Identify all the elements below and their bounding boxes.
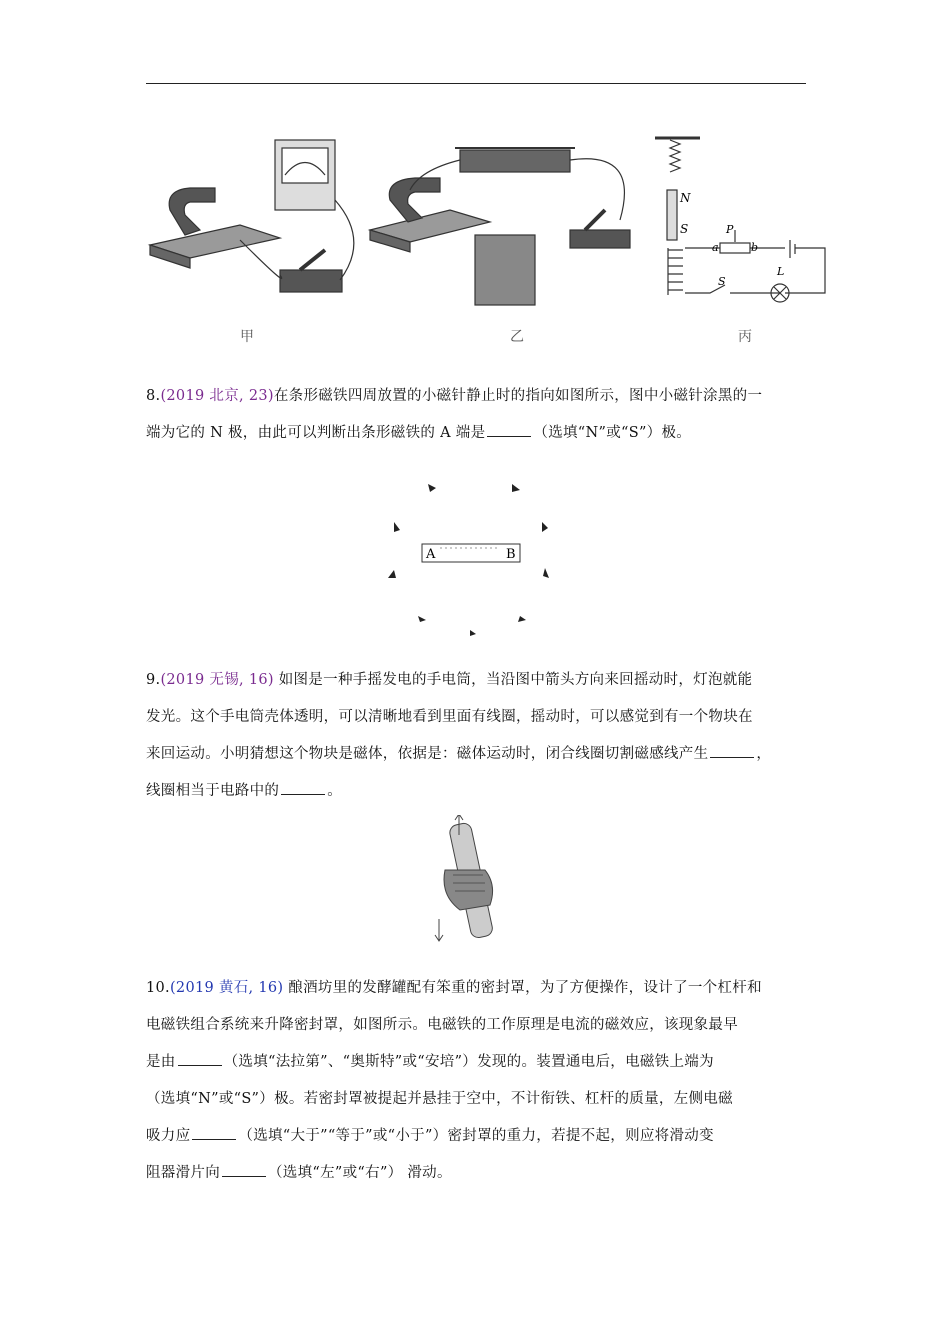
q8-number: 8. (146, 388, 161, 404)
q10-line5a: 吸力应 (146, 1128, 191, 1144)
q9-line1: 如图是一种手摇发电的手电筒，当沿图中箭头方向来回摇动时，灯泡就能 (273, 672, 753, 688)
label-b: b (751, 241, 759, 254)
question-8 (146, 378, 816, 452)
q9-line2: 发光。这个手电筒壳体透明，可以清晰地看到里面有线圈，摇动时，可以感觉到有一个物块在 (146, 709, 753, 725)
q8-line2a: 端为它的 N 极，由此可以判断出条形磁铁的 A 端是 (146, 425, 486, 441)
q10-number: 10. (146, 980, 170, 996)
magnet-label-a: A (426, 547, 436, 562)
q9-blank-2[interactable] (281, 780, 325, 796)
q10-line5b: （选填“大于”“等于”或“小于”）密封罩的重力，若提不起，则应将滑动变 (238, 1128, 714, 1144)
setup-bing (655, 138, 825, 302)
question-10 (146, 970, 816, 1192)
q8-source: (2019 北京, 23) (160, 388, 274, 404)
label-s: S (680, 222, 689, 236)
q10-source: (2019 黄石, 16) (169, 980, 284, 996)
label-switch-s: S (718, 275, 726, 288)
q8-line1: 在条形磁铁四周放置的小磁针静止时的指向如图所示，图中小磁针涂黑的一 (273, 388, 763, 404)
q10-blank-2[interactable] (192, 1125, 236, 1141)
label-p: P (726, 223, 734, 236)
q9-blank-1[interactable] (710, 743, 754, 759)
q9-line4b: 。 (327, 783, 343, 799)
q9-number: 9. (146, 672, 161, 688)
q10-blank-1[interactable] (178, 1051, 222, 1067)
q10-line2: 电磁铁组合系统来升降密封罩，如图所示。电磁铁的工作原理是电流的磁效应，该现象最早 (146, 1017, 738, 1033)
q9-line3b: ， (756, 746, 772, 762)
label-n: N (680, 191, 691, 205)
question-9 (146, 662, 816, 810)
header-rule (146, 83, 806, 84)
caption-yi: 乙 (510, 329, 524, 345)
q8-line2b: （选填“N”或“S”）极。 (533, 425, 692, 441)
compass-figure (380, 470, 560, 640)
setup-yi (370, 148, 630, 305)
caption-jia: 甲 (240, 329, 254, 345)
q10-line4: （选填“N”或“S”）极。若密封罩被提起并悬挂于空中，不计衔铁、杠杆的质量，左侧电磁 (146, 1091, 733, 1107)
label-l: L (777, 265, 785, 278)
label-a: a (712, 241, 719, 254)
q10-line6a: 阻器滑片向 (146, 1165, 220, 1181)
q9-line4a: 线圈相当于电路中的 (146, 783, 280, 799)
q10-line3b: （选填“法拉第”、“奥斯特”或“安培”）发现的。装置通电后，电磁铁上端为 (223, 1054, 714, 1070)
q10-line3a: 是由 (146, 1054, 176, 1070)
magnet-label-b: B (506, 547, 516, 562)
q9-source: (2019 无锡, 16) (160, 672, 274, 688)
setup-jia (150, 140, 354, 292)
q10-line6b: （选填“左”或“右”） 滑动。 (268, 1165, 452, 1181)
flashlight-figure (425, 815, 515, 945)
experiment-figure (140, 130, 840, 330)
q10-blank-3[interactable] (222, 1162, 266, 1178)
q10-line1: 酿酒坊里的发酵罐配有笨重的密封罩，为了方便操作，设计了一个杠杆和 (283, 980, 762, 996)
q9-line3a: 来回运动。小明猜想这个物块是磁体，依据是：磁体运动时，闭合线圈切割磁感线产生 (146, 746, 709, 762)
caption-bing: 丙 (738, 329, 752, 345)
q8-blank[interactable] (487, 422, 531, 438)
